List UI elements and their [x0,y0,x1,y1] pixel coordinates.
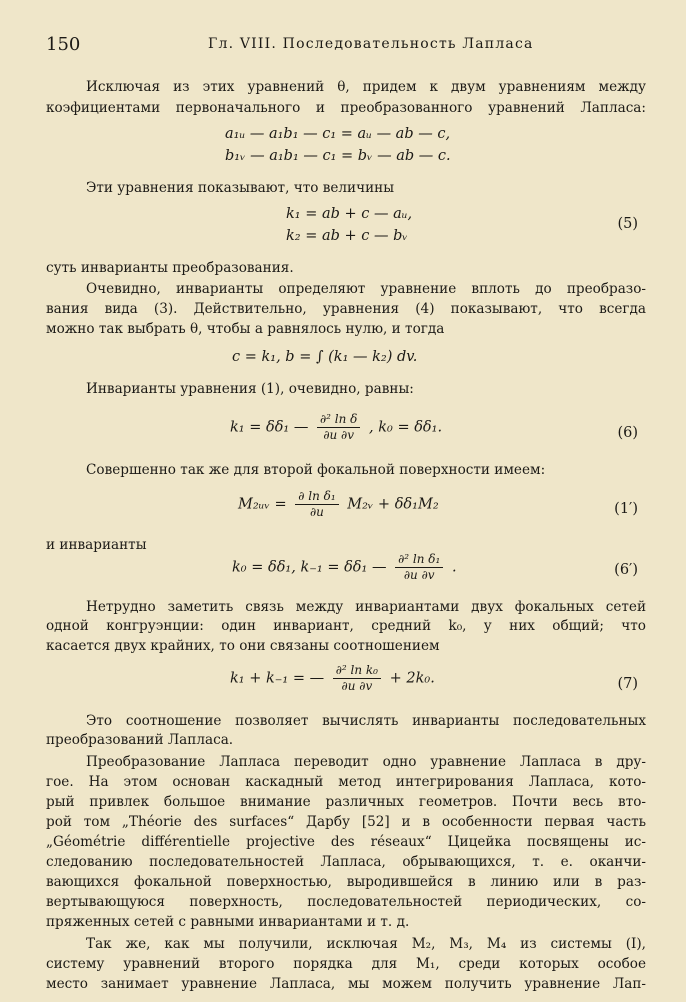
text-line: Нетрудно заметить связь между инвариантами двух фокальных сетей [86,599,646,615]
equation-part: , k₀ = δδ₁. [369,419,443,436]
text-line: преобразований Лапласа. [46,732,234,748]
equation-part: k₁ + k₋₁ = — [230,670,325,687]
equation-number: (6) [617,425,638,441]
text-line: вающихся фокальной поверхностью, выродившейся в линию или в раз- [46,874,646,890]
text-line: систему уравнений второго порядка для M₁, среди которых особое [46,956,646,972]
equation-part: k₀ = δδ₁, k₋₁ = δδ₁ — [232,559,387,576]
running-title: Гл. VIII. Последовательность Лапласа [208,36,534,52]
equation-line: k₁ = ab + c — aᵤ, [286,206,413,222]
text-line: следованию последовательностей Лапласа, обрывающихся, т. е. оканчи- [46,854,646,870]
page-header [46,34,646,58]
equation-part: + 2k₀. [389,670,435,687]
equation-6-prime [232,552,457,583]
text-line: одной конгруэнции: один инвариант, средний k₀, у них общий; что [46,618,646,634]
equation-number: (5) [617,216,638,232]
text-line: Так же, как мы получили, исключая M₂, M₃, M₄ из системы (I), [86,936,646,952]
fraction-denominator: ∂u ∂v [403,568,435,582]
text-line: Совершенно так же для второй фокальной поверхности имеем: [86,462,546,478]
equation-line: a₁ᵤ — a₁b₁ — c₁ = aᵤ — ab — c, [225,126,451,142]
equation-1-prime [238,489,439,520]
text-line: Очевидно, инварианты определяют уравнение вплоть до преобразо- [86,281,646,297]
equation-part: k₁ = δδ₁ — [230,419,309,436]
fraction [317,412,360,443]
fraction-denominator: ∂u ∂v [323,428,355,442]
fraction-numerator: ∂ ln δ₁ [295,489,338,505]
text-line: Это соотношение позволяет вычислять инварианты последовательных [86,713,646,729]
text-line: вертывающуюся поверхность, последовательностей периодических, со- [46,894,646,910]
text-line: коэфициентами первоначального и преобразованного уравнений Лапласа: [46,100,646,116]
text-line: Преобразование Лапласа переводит одно уравнение Лапласа в дру- [86,754,646,770]
fraction-numerator: ∂² ln δ [317,412,360,428]
equation-line: c = k₁, b = ∫ (k₁ — k₂) dv. [232,349,418,365]
text-line: место занимает уравнение Лапласа, мы можем получить уравнение Лап- [46,976,646,992]
equation-number: (1′) [614,501,638,517]
equation-part: M₂ᵤᵥ = [238,496,287,513]
equation-number: (7) [617,676,638,692]
text-line: вания вида (3). Действительно, уравнения (4) показывают, что всегда [46,301,646,317]
fraction-numerator: ∂² ln k₀ [333,663,381,679]
text-line: „Géométrie différentielle projective des réseaux“ Цицейка посвящены ис- [46,834,646,850]
text-line: можно так выбрать θ, чтобы a равнялось нулю, и тогда [46,321,445,337]
equation-number: (6′) [614,562,638,578]
fraction [395,552,443,583]
text-line: суть инварианты преобразования. [46,260,294,276]
text-line: и инварианты [46,537,147,553]
equation-part: . [451,559,457,576]
fraction-numerator: ∂² ln δ₁ [395,552,443,568]
fraction [333,663,381,694]
fraction [295,489,338,520]
text-line: гое. На этом основан каскадный метод интегрирования Лапласа, кото- [46,774,646,790]
text-line: рый привлек большое внимание различных геометров. Почти весь вто- [46,794,646,810]
page-number: 150 [46,34,81,55]
text-line: касается двух крайних, то они связаны соотношением [46,638,440,654]
equation-7 [230,663,435,694]
equation-part: M₂ᵥ + δδ₁M₂ [347,496,439,513]
equation-line: b₁ᵥ — a₁b₁ — c₁ = bᵥ — ab — c. [225,148,451,164]
text-line: рой том „Théorie des surfaces“ Дарбу [52] и в особенности первая часть [46,814,646,830]
fraction-denominator: ∂u [309,505,324,519]
text-line: Эти уравнения показывают, что величины [86,180,395,196]
equation-line: k₂ = ab + c — bᵥ [286,228,408,244]
text-line: пряженных сетей с равными инвариантами и т. д. [46,914,410,930]
text-line: Инварианты уравнения (1), очевидно, равны: [86,381,414,397]
text-line: Исключая из этих уравнений θ, придем к двум уравнениям между [86,79,646,95]
equation-6 [230,412,442,443]
fraction-denominator: ∂u ∂v [341,679,373,693]
